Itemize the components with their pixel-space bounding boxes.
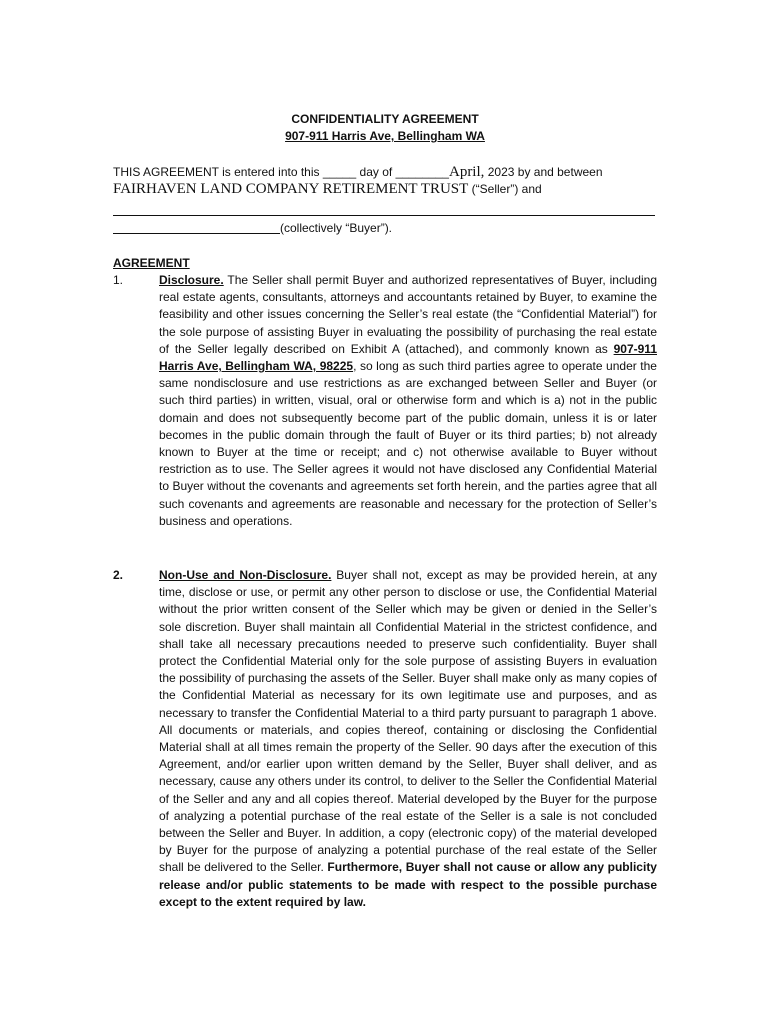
buyer-suffix: (collectively “Buyer”). — [280, 221, 393, 235]
seller-name: FAIRHAVEN LAND COMPANY RETIREMENT TRUST — [113, 181, 469, 197]
section-1-property: 907-911 Harris Ave, Bellingham WA, 98225 — [159, 341, 657, 374]
section-2-paragraph — [159, 567, 657, 911]
intro-month: April, — [448, 164, 485, 180]
section-1-paragraph — [159, 272, 657, 530]
address-text: 907-911 Harris Ave, Bellingham WA — [285, 129, 485, 143]
agreement-heading: AGREEMENT — [113, 256, 190, 270]
section-1-number: 1. — [113, 273, 124, 287]
section-1-text-a: The Seller shall permit Buyer and authorized representatives of Buyer, including real estate agents, consultants, attorneys and accountants retained by Buyer, to examine the feasibility and other issues concerning the Seller’s real estate (the “Confidential Material”) for the sole purpose of assisting Buyer in evaluating the possibility of purchasing the real estate of the Seller legally described on Exhibit A (attached), and commonly known as — [159, 273, 657, 356]
document-title: CONFIDENTIALITY AGREEMENT — [291, 112, 479, 126]
intro-line-2 — [113, 181, 542, 198]
seller-suffix: (“Seller”) and — [468, 182, 542, 196]
section-1-heading: Disclosure. — [159, 273, 224, 287]
section-2-heading: Non-Use and Non-Disclosure. — [159, 568, 332, 582]
buyer-name-blank-line-2 — [113, 233, 280, 234]
section-2-text: Buyer shall not, except as may be provided herein, at any time, disclose or use, or permit any other person to disclose or use, the Confidential Material without the prior written consent of the Seller which may be given or denied in the Seller’s sole discretion. Buyer shall maintain all Confidential Material in the strictest confidence, and shall take all necessary precautions needed to preserve such confidentiality. Buyer shall protect the Confidential Material only for the sole purpose of assisting Buyers in evaluation the possibility of purchasing the assets of the Seller. Buyer shall make only as many copies of the Confidential Material as necessary for its own legitimate use and purposes, and as necessary to transfer the Confidential Material to a third party pursuant to paragraph 1 above. All documents or materials, and copies thereof, containing or disclosing the Confidential Material shall at all times remain the property of the Seller. 90 days after the execution of this Agreement, and/or earlier upon written demand by the Seller, Buyer shall deliver, and as necessary, cause any others under its control, to deliver to the Seller the Confidential Material of the Seller and any and all copies thereof. Material developed by the Buyer for the purpose of analyzing a potential purchase of the real estate of the Seller is a sale is not concluded between the Seller and Buyer. In addition, a copy (electronic copy) of the material developed by Buyer for the purpose of analyzing a potential purchase of the real estate of the Seller shall be delivered to the Seller. — [159, 568, 657, 875]
intro-part1: THIS AGREEMENT is entered into this _____ day of ________ — [113, 165, 449, 179]
intro-line-1 — [113, 164, 603, 181]
section-2-number: 2. — [113, 568, 124, 582]
section-1-text-b: , so long as such third parties agree to operate under the same nondisclosure and use restrictions as are exchanged between Seller and Buyer (or such third parties) in written, visual, oral or otherwise form and which is a) not in the public domain and does not subsequently become part of the public domain, unless it is or later becomes in the public domain through the fault of Buyer or its third parties; b) not already known to Buyer at the time or receipt; and c) not otherwise available to Buyer without restriction as to use. The Seller agrees it would not have disclosed any Confidential Material to Buyer without the covenants and agreements set forth herein, and the parties agree that all such covenants and agreements are reasonable and necessary for the protection of Seller’s business and operations. — [159, 359, 657, 528]
intro-part2: 2023 by and between — [484, 165, 603, 179]
document-address — [0, 128, 770, 145]
buyer-name-blank-line — [113, 215, 655, 216]
section-2-bold-text: Furthermore, Buyer shall not cause or allow any publicity release and/or public statements to be made with respect to the possible purchase except to the extent required by law. — [159, 860, 657, 909]
